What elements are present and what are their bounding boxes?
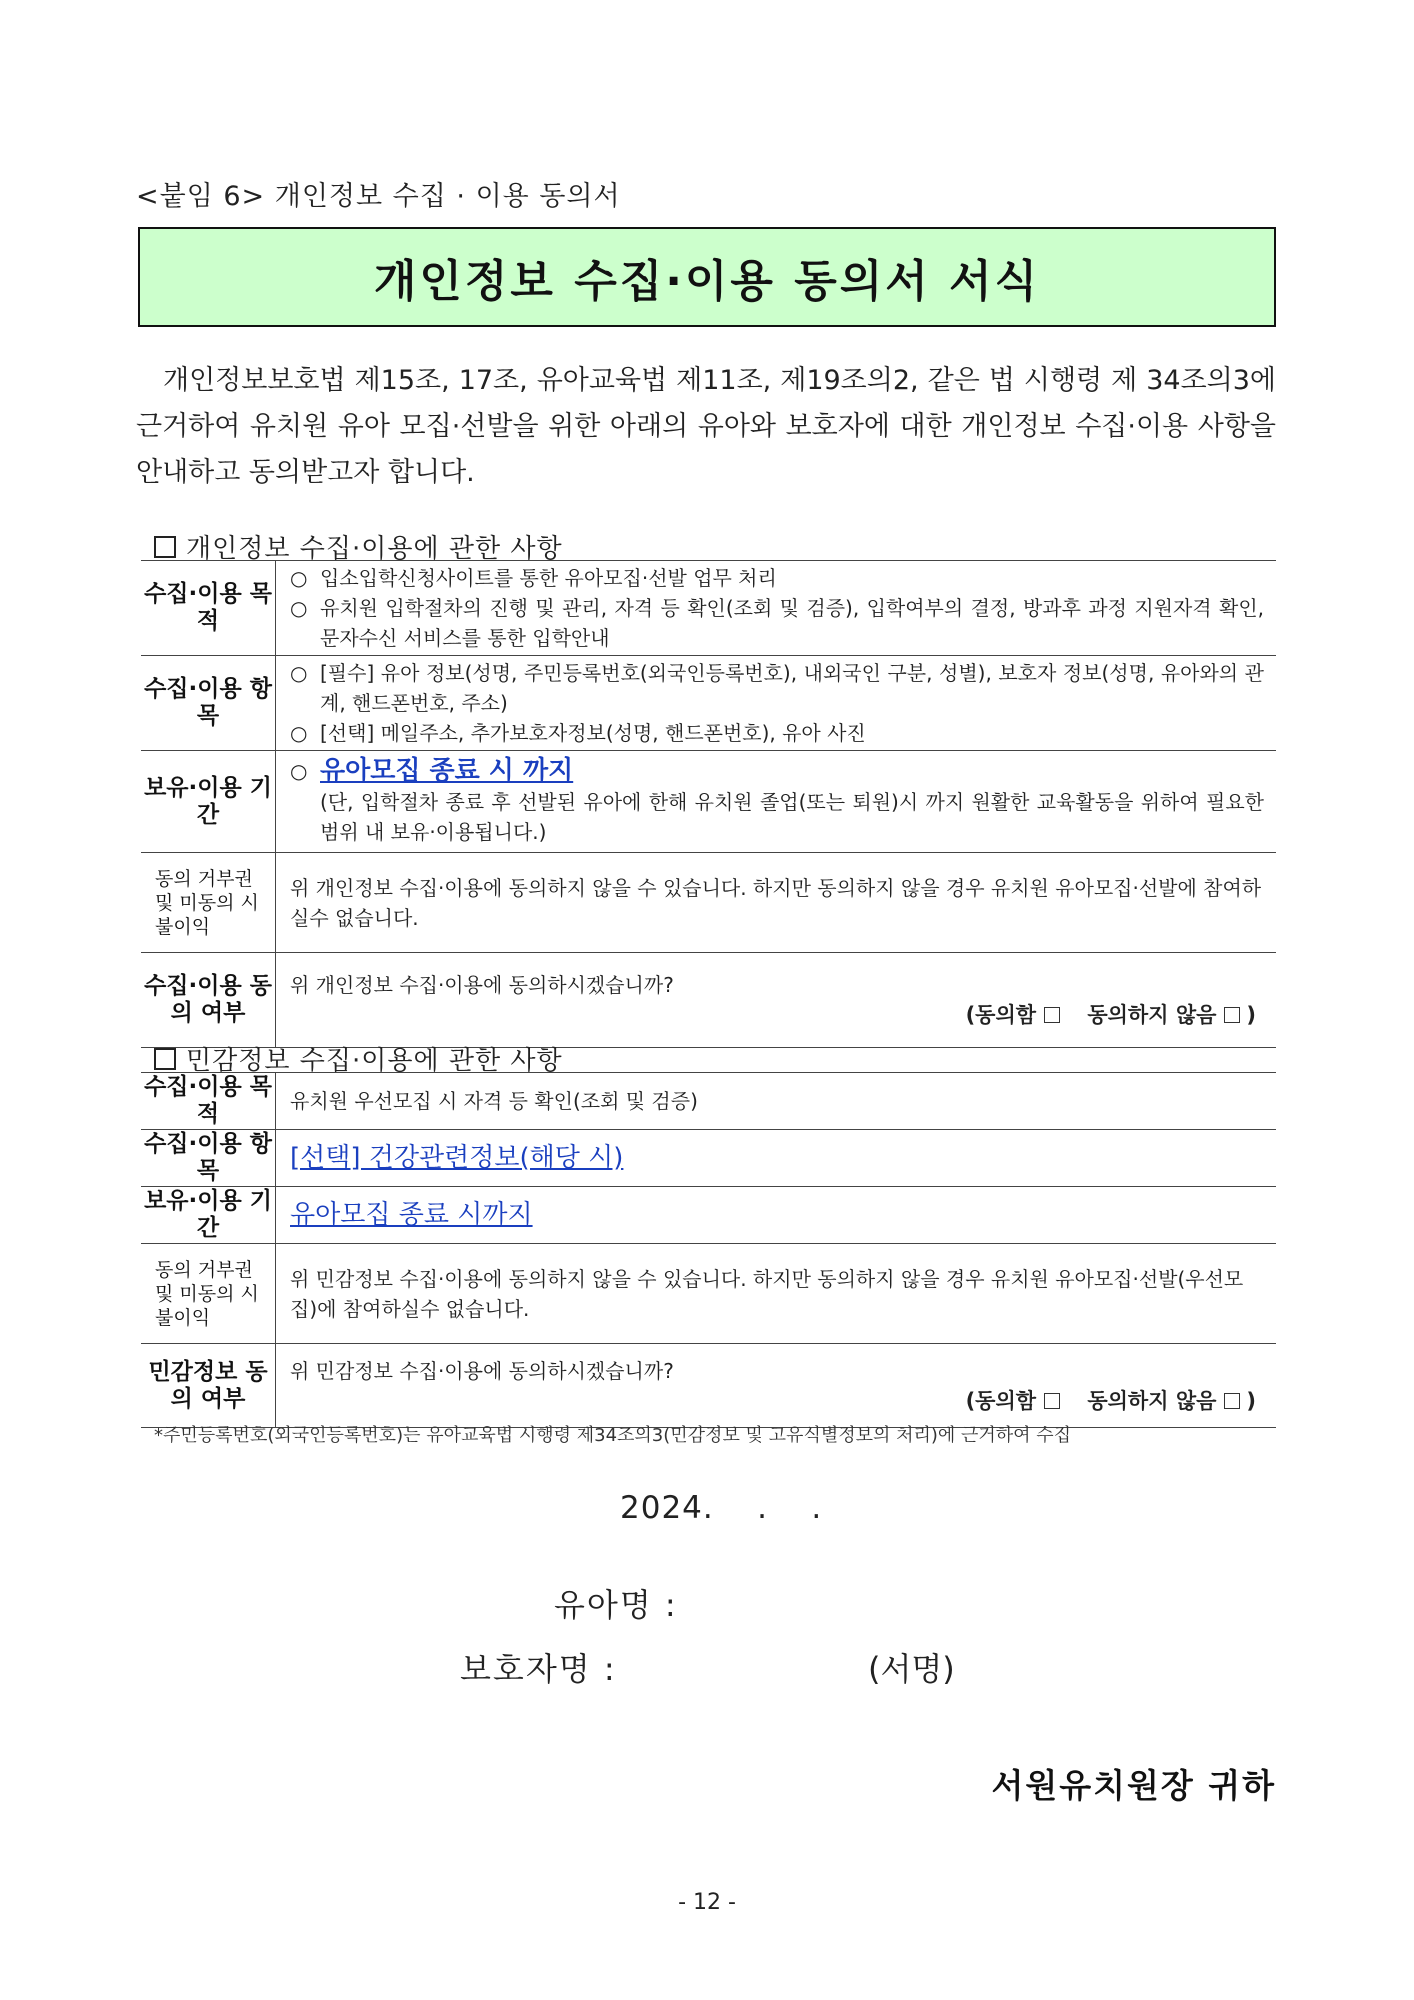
table-row [141, 751, 1276, 853]
consent-question: 위 개인정보 수집·이용에 동의하시겠습니까? [290, 973, 674, 997]
table-row [141, 1244, 1276, 1344]
consent-options: (동의함 동의하지 않음 ) [965, 1388, 1256, 1413]
list-item [290, 756, 1264, 787]
bullet-icon: ○ [290, 721, 308, 745]
list-item: ○ 입소입학신청사이트를 통한 유아모집·선발 업무 처리 [290, 563, 1264, 593]
table-row [141, 1187, 1276, 1244]
period-label: 보유·이용 기간 [141, 1187, 276, 1244]
intro-paragraph [136, 358, 1276, 496]
personal-section-title-text: 개인정보 수집·이용에 관한 사항 [186, 534, 563, 564]
agree-checkbox[interactable] [1044, 1007, 1060, 1023]
date-line: 2024. . . [620, 1490, 823, 1526]
table-row [141, 1130, 1276, 1187]
child-name-label: 유아명 : [554, 1586, 678, 1624]
table-row [141, 1344, 1276, 1428]
disagree-checkbox[interactable] [1224, 1007, 1240, 1023]
guardian-name-label: 보호자명 : [460, 1650, 617, 1688]
sensitive-info-table [141, 1072, 1276, 1428]
items-highlight: [선택] 건강관련정보(해당 시) [290, 1142, 624, 1173]
list-item: (단, 입학절차 종료 후 선발된 유아에 한해 유치원 졸업(또는 퇴원)시 까지 원활한 교육활동을 위하여 필요한 범위 내 보유·이용됩니다.) [320, 790, 1264, 844]
bullet-icon: ○ [290, 759, 308, 783]
bullet-icon: ○ [290, 596, 308, 620]
purpose-text: 유치원 우선모집 시 자격 등 확인(조회 및 검증) [276, 1073, 1277, 1130]
list-item: ○ 유치원 입학절차의 진행 및 관리, 자격 등 확인(조회 및 검증), 입학여부의 결정, 방과후 과정 지원자격 확인, 문자수신 서비스를 통한 입학안내 [290, 593, 1264, 653]
items-cell [276, 1130, 1277, 1187]
period-cell [276, 1187, 1277, 1244]
refuse-label: 동의 거부권 및 미동의 시 불이익 [141, 853, 276, 953]
disagree-label: 동의하지 않음 [1087, 1003, 1217, 1027]
disagree-label: 동의하지 않음 [1087, 1388, 1217, 1413]
document-title: 개인정보 수집·이용 동의서 서식 [138, 227, 1276, 327]
consent-label: 수집·이용 동의 여부 [141, 953, 276, 1048]
refuse-text: 위 민감정보 수집·이용에 동의하지 않을 수 있습니다. 하지만 동의하지 않을 경우 유치원 유아모집·선발(우선모집)에 참여하실수 없습니다. [276, 1244, 1277, 1344]
period-cell [276, 751, 1277, 853]
period-highlight: 유아모집 종료 시까지 [290, 1199, 533, 1230]
consent-options: (동의함 동의하지 않음 ) [965, 1003, 1256, 1027]
bullet-icon: ○ [290, 566, 308, 590]
list-item: ○ [필수] 유아 정보(성명, 주민등록번호(외국인등록번호), 내외국인 구분, 성별), 보호자 정보(성명, 유아와의 관계, 핸드폰번호, 주소) [290, 658, 1264, 718]
table-row [141, 561, 1276, 656]
items-label: 수집·이용 항목 [141, 1130, 276, 1187]
recipient-label: 서원유치원장 귀하 [991, 1766, 1276, 1805]
refuse-text: 위 개인정보 수집·이용에 동의하지 않을 수 있습니다. 하지만 동의하지 않을 경우 유치원 유아모집·선발에 참여하실수 없습니다. [276, 853, 1277, 953]
consent-question: 위 민감정보 수집·이용에 동의하시겠습니까? [290, 1358, 674, 1383]
table-row [141, 953, 1276, 1048]
list-item: ○ [선택] 메일주소, 추가보호자정보(성명, 핸드폰번호), 유아 사진 [290, 718, 1264, 748]
disagree-checkbox[interactable] [1224, 1393, 1240, 1409]
period-label: 보유·이용 기간 [141, 751, 276, 853]
consent-cell [276, 953, 1277, 1048]
table-row [141, 656, 1276, 751]
footnote: *주민등록번호(외국인등록번호)는 유아교육법 시행령 제34조의3(민감정보 및 고유식별정보의 처리)에 근거하여 수집 [154, 1425, 1072, 1446]
table-row [141, 1073, 1276, 1130]
personal-info-table [141, 560, 1276, 1048]
attachment-label: <붙임 6> 개인정보 수집 · 이용 동의서 [136, 181, 621, 212]
period-highlight: 유아모집 종료 시 까지 [320, 756, 574, 786]
agree-label: (동의함 [965, 1003, 1037, 1027]
page-number: - 12 - [678, 1890, 736, 1915]
agree-checkbox[interactable] [1044, 1393, 1060, 1409]
purpose-cell [276, 561, 1277, 656]
items-label: 수집·이용 항목 [141, 656, 276, 751]
bullet-icon: ○ [290, 661, 308, 685]
checkbox-square-icon [154, 1048, 176, 1070]
purpose-label: 수집·이용 목적 [141, 561, 276, 656]
purpose-label: 수집·이용 목적 [141, 1073, 276, 1130]
items-cell [276, 656, 1277, 751]
sensitive-section-title-text: 민감정보 수집·이용에 관한 사항 [186, 1046, 563, 1076]
table-row [141, 853, 1276, 953]
consent-cell [276, 1344, 1277, 1428]
signature-label: (서명) [868, 1650, 955, 1688]
checkbox-square-icon [154, 536, 176, 558]
consent-label: 민감정보 동의 여부 [141, 1344, 276, 1428]
intro-text: 개인정보보호법 제15조, 17조, 유아교육법 제11조, 제19조의2, 같은 법 시행령 제 34조의3에 근거하여 유치원 유아 모집·선발을 위한 아래의 유아와 보호자에 대한 개인정보 수집·이용 사항을 안내하고 동의받고자 합니다. [136, 365, 1276, 488]
refuse-label: 동의 거부권 및 미동의 시 불이익 [141, 1244, 276, 1344]
agree-label: (동의함 [965, 1388, 1037, 1413]
